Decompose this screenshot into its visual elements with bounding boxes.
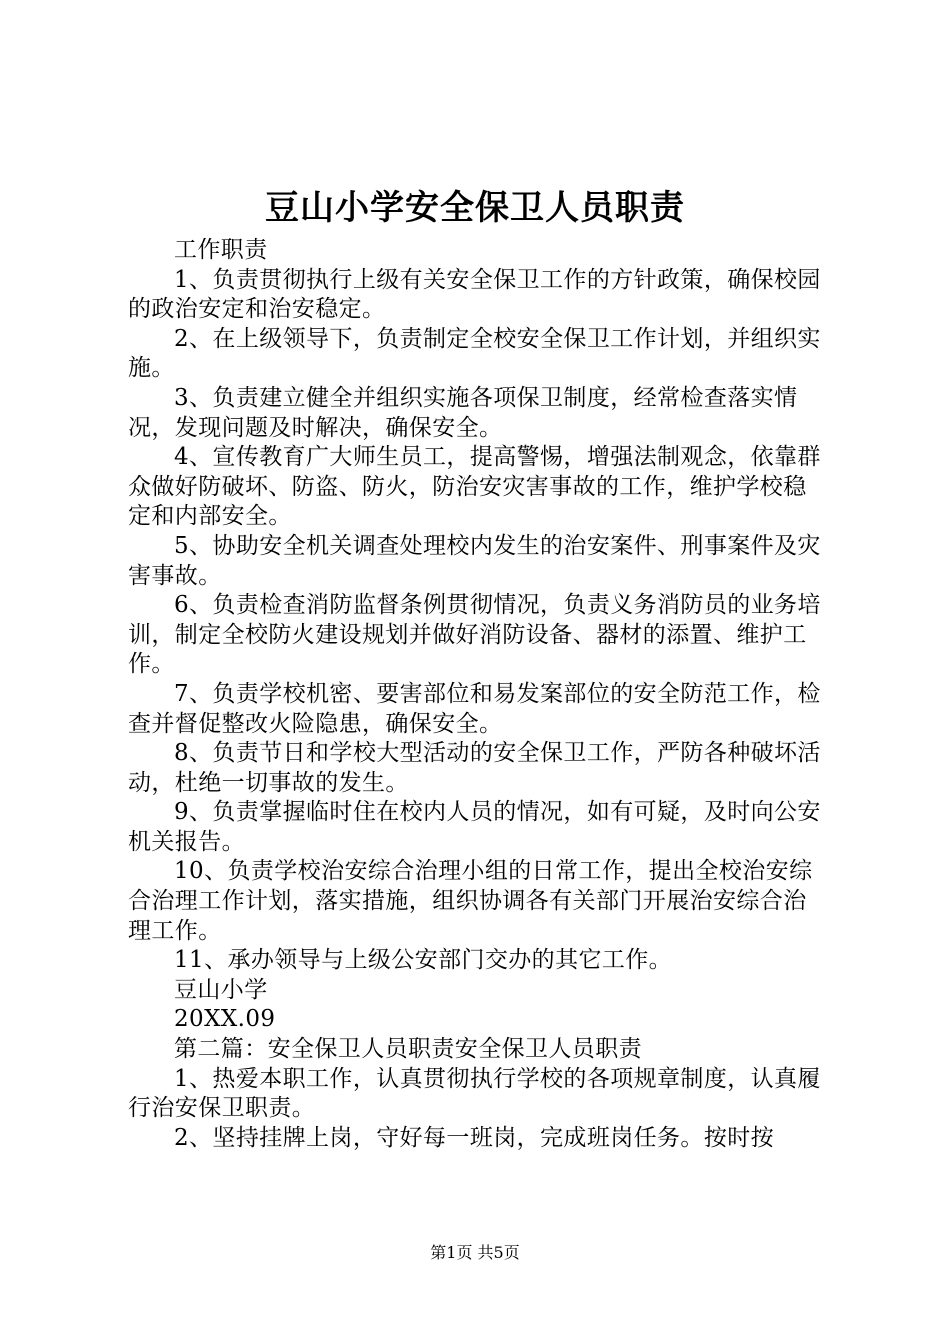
duty-item-4: 4、宣传教育广大师生员工，提高警惕，增强法制观念，依靠群众做好防破坏、防盗、防火，防治安灾害事故的工作，维护学校稳定和内部安全。 (128, 444, 821, 530)
duty-item-9: 9、负责掌握临时住在校内人员的情况，如有可疑，及时向公安机关报告。 (128, 799, 821, 855)
signature-school: 豆山小学 (174, 976, 268, 1003)
duty-item-7: 7、负责学校机密、要害部位和易发案部位的安全防范工作，检查并督促整改火险隐患，确保安全。 (128, 680, 821, 737)
document-body (128, 236, 828, 1153)
duty-item-5: 5、协助安全机关调查处理校内发生的治安案件、刑事案件及灾害事故。 (128, 532, 821, 589)
second-part-heading: 第二篇：安全保卫人员职责安全保卫人员职责 (174, 1036, 642, 1063)
duty-item-11: 11、承办领导与上级公安部门交办的其它工作。 (174, 947, 673, 974)
duty-item-6: 6、负责检查消防监督条例贯彻情况，负责义务消防员的业务培训，制定全校防火建设规划并做好消防设备、器材的添置、维护工作。 (128, 592, 821, 678)
signature-date: 20XX.09 (174, 1006, 276, 1033)
document-title: 豆山小学安全保卫人员职责 (265, 188, 685, 228)
duty-item-3: 3、负责建立健全并组织实施各项保卫制度，经常检查落实情况，发现问题及时解决，确保安全。 (128, 384, 798, 441)
duty-item-8: 8、负责节日和学校大型活动的安全保卫工作，严防各种破坏活动，杜绝一切事故的发生。 (128, 740, 821, 796)
duty-item-2: 2、在上级领导下，负责制定全校安全保卫工作计划，并组织实施。 (128, 325, 821, 382)
duty-item-10: 10、负责学校治安综合治理小组的日常工作，提出全校治安综合治理工作计划，落实措施，组织协调各有关部门开展治安综合治理工作。 (128, 858, 813, 944)
second-part-item-2: 2、坚持挂牌上岗，守好每一班岗，完成班岗任务。按时按 (174, 1124, 775, 1151)
section-heading: 工作职责 (174, 237, 268, 263)
duty-item-1: 1、负责贯彻执行上级有关安全保卫工作的方针政策，确保校园的政治安定和治安稳定。 (128, 266, 821, 323)
second-part-item-1: 1、热爱本职工作，认真贯彻执行学校的各项规章制度，认真履行治安保卫职责。 (128, 1065, 821, 1122)
page-number-footer: 第1页 共5页 (430, 1243, 520, 1262)
